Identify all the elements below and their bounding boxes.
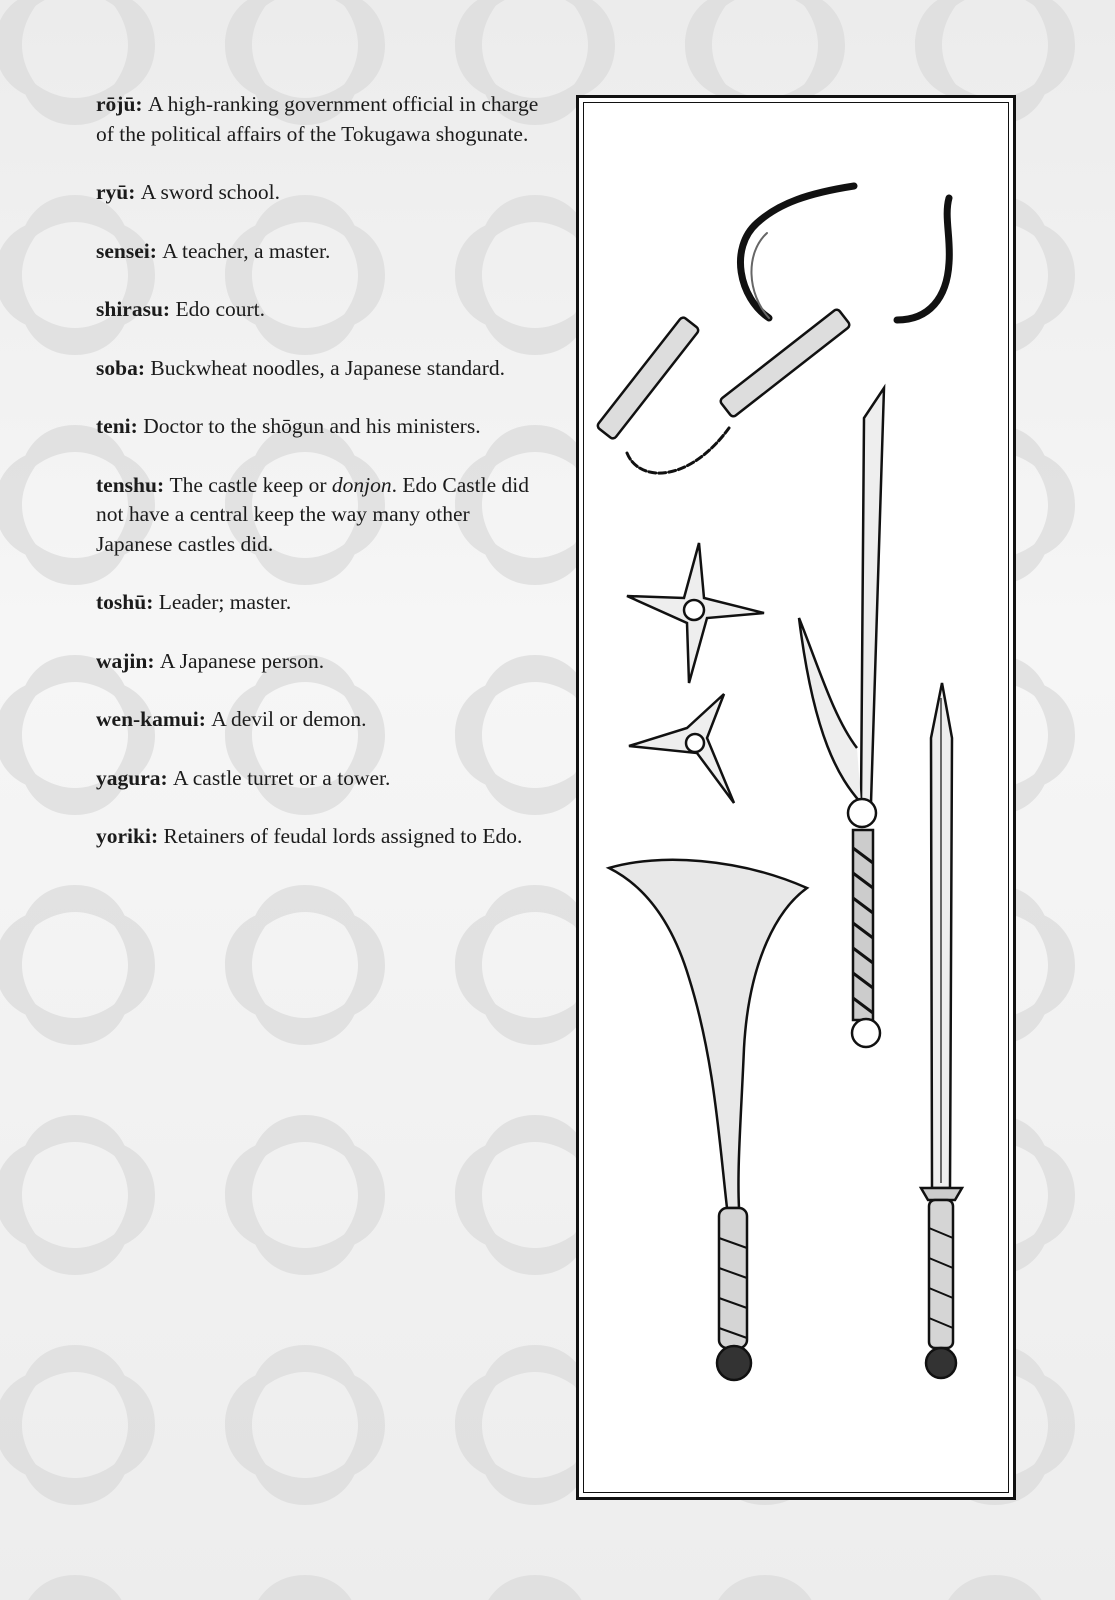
- glossary-term: yagura: [96, 765, 161, 790]
- glossary-entry: [96, 237, 546, 267]
- glossary-term: tenshu: [96, 472, 157, 497]
- glossary-term: wajin: [96, 648, 148, 673]
- glossary-entry: [96, 588, 546, 618]
- glossary-entry: [96, 412, 546, 442]
- glossary-entry: [96, 705, 546, 735]
- glossary-term: sensei: [96, 238, 150, 263]
- term-separator: :: [137, 355, 151, 380]
- glossary-definition: Leader; master.: [158, 590, 292, 614]
- term-separator: :: [130, 414, 144, 438]
- glossary-entry: [96, 354, 546, 384]
- glossary-definition: Edo court.: [175, 297, 266, 321]
- term-separator: :: [156, 472, 170, 497]
- glossary-term: ryū: [96, 180, 129, 204]
- illustration-frame: [576, 95, 1016, 1500]
- sickle-blade: [609, 860, 807, 1380]
- glossary-term: soba: [96, 355, 138, 380]
- jitte-sword-breaker: [799, 388, 884, 1047]
- term-separator: :: [162, 297, 176, 321]
- weapons-illustration: [579, 98, 1013, 1497]
- glossary-term: rōjū: [96, 92, 136, 116]
- glossary-entry: [96, 178, 546, 208]
- glossary-definition: A devil or demon.: [211, 707, 367, 731]
- glossary-definition: A high-ranking government official in charge of the political affairs of the Tokugawa shogunate.: [96, 92, 539, 146]
- glossary-term: wen-kamui: [96, 707, 199, 731]
- glossary-definition: Buckwheat noodles, a Japanese standard.: [150, 355, 506, 380]
- glossary-definition: Retainers of feudal lords assigned to Edo.: [163, 824, 523, 848]
- shuriken-four-point: [627, 543, 764, 683]
- straight-sword: [921, 683, 962, 1378]
- glossary-entry: [96, 471, 546, 560]
- glossary-definition: A castle turret or a tower.: [173, 765, 391, 790]
- glossary-definition: A sword school.: [140, 180, 280, 204]
- glossary-entry: [96, 764, 546, 794]
- glossary-term: yoriki: [96, 824, 151, 848]
- term-separator: :: [198, 707, 212, 731]
- kusarigama-chain-sickles: [596, 186, 949, 473]
- term-separator: :: [149, 238, 163, 263]
- shuriken-three-point: [629, 694, 734, 803]
- glossary-definition: donjon: [331, 472, 392, 497]
- glossary-definition: . Edo Castle did not have a central keep the way many other Japanese castles did.: [96, 472, 529, 556]
- glossary-term: toshū: [96, 590, 147, 614]
- term-separator: :: [135, 92, 148, 116]
- glossary-definition: A teacher, a master.: [162, 238, 331, 263]
- glossary-term: shirasu: [96, 297, 163, 321]
- glossary-entry: [96, 647, 546, 677]
- glossary-definition: The castle keep or: [169, 472, 332, 497]
- glossary-entry: [96, 295, 546, 325]
- glossary-definition: A Japanese person.: [159, 648, 325, 673]
- glossary-term: teni: [96, 414, 131, 438]
- term-separator: :: [150, 824, 164, 848]
- glossary-entry: [96, 90, 546, 149]
- glossary-entry: [96, 822, 546, 852]
- term-separator: :: [147, 648, 160, 673]
- term-separator: :: [128, 180, 141, 204]
- term-separator: :: [146, 590, 159, 614]
- glossary-definition: Doctor to the shōgun and his ministers.: [143, 414, 481, 438]
- term-separator: :: [160, 765, 174, 790]
- glossary-list: [96, 90, 546, 881]
